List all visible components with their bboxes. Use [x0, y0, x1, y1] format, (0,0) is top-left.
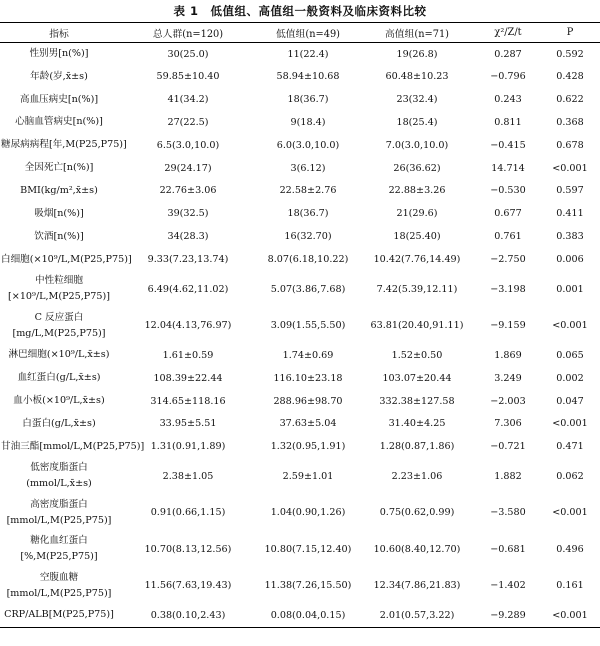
- table-row: [0, 88, 600, 111]
- cell-p: 0.496: [556, 543, 584, 555]
- indicator-text: 白蛋白(g/L,x̄±s): [22, 417, 96, 429]
- table-title: 低值组、高值组一般资料及临床资料比较: [210, 4, 427, 18]
- cell-high: 31.40±4.25: [388, 418, 446, 430]
- cell-stat: −0.415: [490, 139, 526, 151]
- table-row: [0, 157, 600, 180]
- cell-total: 2.38±1.05: [162, 470, 214, 482]
- cell-total: 59.85±10.40: [156, 71, 220, 83]
- indicator-text: 性别男[n(%)]: [29, 48, 89, 60]
- cell-total: 6.5(3.0,10.0): [156, 139, 220, 151]
- indicator-cell: [0, 157, 118, 180]
- indicator-cell: [0, 307, 118, 344]
- table-row: [0, 390, 600, 413]
- cell-low: 8.07(6.18,10.22): [267, 254, 349, 266]
- cell-total: 0.91(0.66,1.15): [150, 507, 226, 519]
- cell-high: 63.81(20.40,91.11): [370, 320, 464, 332]
- cell-low: 116.10±23.18: [273, 372, 343, 384]
- cell-stat: 0.761: [494, 231, 522, 243]
- table-row: [0, 225, 600, 248]
- cell-total: 9.33(7.23,13.74): [147, 254, 229, 266]
- indicator-cell: [0, 458, 118, 495]
- cell-high: 0.75(0.62,0.99): [379, 507, 455, 519]
- indicator-cell: [0, 180, 118, 203]
- cell-p: <0.001: [540, 604, 600, 627]
- cell-total: 6.49(4.62,11.02): [147, 283, 229, 295]
- indicator-cell: [0, 344, 118, 367]
- cell-total: 39(32.5): [167, 208, 209, 220]
- indicator-cell: [0, 248, 132, 271]
- cell-high: 19(26.8): [396, 48, 438, 60]
- cell-high: 332.38±127.58: [379, 395, 455, 407]
- indicator-cell: [0, 134, 127, 157]
- indicator-text: 心脑血管病史[n(%)]: [15, 116, 103, 128]
- cell-stat: 0.243: [494, 94, 522, 106]
- cell-p: 0.062: [556, 470, 584, 482]
- cell-stat: 0.287: [494, 48, 522, 60]
- cell-stat: 14.714: [491, 162, 525, 174]
- cell-stat: 3.249: [494, 372, 522, 384]
- indicator-text: 饮酒[n(%)]: [34, 230, 84, 242]
- cell-high: 23(32.4): [396, 94, 438, 106]
- cell-stat: 1.869: [494, 349, 522, 361]
- table-row: [0, 531, 600, 568]
- indicator-cell: [0, 225, 118, 248]
- cell-stat: −0.721: [490, 441, 526, 453]
- cell-high: 18(25.4): [396, 116, 438, 128]
- table-row: [0, 495, 600, 532]
- cell-p: 0.622: [556, 94, 584, 106]
- header-high: 高值组(n=71): [358, 23, 476, 43]
- cell-total: 0.38(0.10,2.43): [118, 604, 258, 627]
- cell-p: <0.001: [552, 507, 588, 519]
- cell-total: 1.61±0.59: [162, 349, 214, 361]
- indicator-text: 血小板(×10⁹/L,x̄±s): [13, 395, 105, 407]
- cell-total: 33.95±5.51: [159, 418, 217, 430]
- cell-low: 5.07(3.86,7.68): [270, 283, 346, 295]
- indicator-cell: [0, 88, 118, 111]
- indicator-cell: [0, 271, 118, 308]
- cell-p: 0.383: [556, 231, 584, 243]
- cell-stat: 0.677: [494, 208, 522, 220]
- indicator-cell: [0, 43, 118, 66]
- table-row: [0, 202, 600, 225]
- cell-high: 7.42(5.39,12.11): [376, 283, 458, 295]
- table-row: [0, 248, 600, 271]
- cell-p: 0.368: [556, 116, 584, 128]
- cell-total: 22.76±3.06: [159, 185, 217, 197]
- cell-high: 10.60(8.40,12.70): [373, 543, 461, 555]
- cell-p: 0.161: [556, 580, 584, 592]
- indicator-cell: [0, 604, 118, 627]
- cell-total: 27(22.5): [167, 116, 209, 128]
- cell-low: 0.08(0.04,0.15): [258, 604, 358, 627]
- indicator-cell: [0, 390, 118, 413]
- cell-low: 11.38(7.26,15.50): [264, 580, 352, 592]
- header-indicator: 指标: [0, 23, 118, 43]
- cell-high: 7.0(3.0,10.0): [385, 139, 449, 151]
- cell-p: 0.047: [556, 395, 584, 407]
- cell-low: 9(18.4): [290, 116, 326, 128]
- cell-low: 2.59±1.01: [282, 470, 334, 482]
- cell-stat: −3.198: [490, 283, 526, 295]
- cell-total: 1.31(0.91,1.89): [150, 441, 226, 453]
- indicator-text: 淋巴细胞(×10⁹/L,x̄±s): [8, 349, 110, 361]
- cell-stat: 1.882: [494, 470, 522, 482]
- indicator-text: 高密度脂蛋白: [30, 498, 88, 510]
- cell-p: 0.428: [556, 71, 584, 83]
- header-total: 总人群(n=120): [118, 23, 258, 43]
- cell-high: 10.42(7.76,14.49): [373, 254, 461, 266]
- cell-low: 10.80(7.15,12.40): [264, 543, 352, 555]
- cell-low: 37.63±5.04: [279, 418, 337, 430]
- cell-total: 12.04(4.13,76.97): [144, 320, 232, 332]
- cell-high: 2.23±1.06: [391, 470, 443, 482]
- cell-total: 11.56(7.63,19.43): [144, 580, 232, 592]
- cell-stat: −0.530: [490, 185, 526, 197]
- table-row: [0, 412, 600, 435]
- header-row: [0, 23, 600, 43]
- indicator-cell: [0, 111, 118, 134]
- cell-p: 0.592: [556, 48, 584, 60]
- cell-low: 1.74±0.69: [282, 349, 334, 361]
- cell-low: 18(36.7): [287, 94, 329, 106]
- cell-p: 0.065: [556, 349, 584, 361]
- cell-high: 103.07±20.44: [382, 372, 452, 384]
- cell-low: 288.96±98.70: [273, 395, 343, 407]
- indicator-text: 低密度脂蛋白: [30, 462, 88, 474]
- cell-stat: −0.681: [490, 543, 526, 555]
- indicator-text: 血红蛋白(g/L,x̄±s): [17, 372, 101, 384]
- indicator-cell: [0, 65, 118, 88]
- indicator-text: [mmol/L,M(P25,P75)]: [6, 587, 112, 599]
- indicator-cell: [0, 435, 145, 458]
- cell-low: 18(36.7): [287, 208, 329, 220]
- indicator-text: 中性粒细胞: [35, 275, 83, 287]
- cell-total: 10.70(8.13,12.56): [144, 543, 232, 555]
- indicator-text: 空腹血糖: [39, 571, 79, 583]
- data-table: [0, 22, 600, 628]
- cell-p: 0.471: [556, 441, 584, 453]
- indicator-text: C 反应蛋白: [34, 311, 84, 323]
- cell-low: 1.32(0.95,1.91): [270, 441, 346, 453]
- cell-p: 0.597: [556, 185, 584, 197]
- table-row: [0, 134, 600, 157]
- cell-stat: 0.811: [494, 116, 522, 128]
- header-p: P: [540, 23, 600, 43]
- cell-total: 29(24.17): [164, 162, 212, 174]
- indicator-text: [mmol/L,M(P25,P75)]: [6, 514, 112, 526]
- cell-p: 0.678: [556, 139, 584, 151]
- table-row: [0, 43, 600, 66]
- cell-stat: 7.306: [494, 418, 522, 430]
- cell-high: 1.52±0.50: [391, 349, 443, 361]
- table-row: [0, 604, 600, 627]
- cell-high: 12.34(7.86,21.83): [373, 580, 461, 592]
- header-stat: χ²/Z/t: [476, 23, 540, 43]
- cell-stat: −9.289: [476, 604, 540, 627]
- cell-p: <0.001: [552, 162, 588, 174]
- cell-high: 1.28(0.87,1.86): [379, 441, 455, 453]
- table-row: [0, 111, 600, 134]
- indicator-text: 白细胞(×10⁹/L,M(P25,P75)]: [1, 253, 132, 265]
- cell-high: 18(25.40): [393, 231, 441, 243]
- cell-p: 0.001: [556, 283, 584, 295]
- cell-low: 16(32.70): [284, 231, 332, 243]
- cell-low: 3(6.12): [290, 162, 326, 174]
- indicator-text: 年龄(岁,x̄±s): [30, 70, 88, 82]
- indicator-text: BMI(kg/m²,x̄±s): [20, 184, 98, 196]
- cell-total: 34(28.3): [167, 231, 209, 243]
- indicator-text: [mg/L,M(P25,P75)]: [12, 327, 106, 339]
- indicator-cell: [0, 531, 118, 568]
- cell-stat: −2.750: [490, 254, 526, 266]
- indicator-text: 高血压病史[n(%)]: [19, 93, 99, 105]
- cell-low: 1.04(0.90,1.26): [270, 507, 346, 519]
- indicator-cell: [0, 568, 118, 605]
- cell-total: 41(34.2): [167, 94, 209, 106]
- indicator-text: 吸烟[n(%)]: [34, 207, 84, 219]
- cell-p: 0.002: [556, 372, 584, 384]
- indicator-text: (mmol/L,x̄±s): [26, 478, 92, 490]
- indicator-cell: [0, 202, 118, 225]
- table-row: [0, 568, 600, 605]
- indicator-text: [×10⁹/L,M(P25,P75)]: [8, 291, 110, 303]
- cell-high: 26(36.62): [393, 162, 441, 174]
- cell-total: 108.39±22.44: [153, 372, 223, 384]
- cell-high: 22.88±3.26: [388, 185, 446, 197]
- table-body: [0, 43, 600, 628]
- cell-p: <0.001: [552, 320, 588, 332]
- indicator-text: 甘油三酯[mmol/L,M(P25,P75)]: [1, 440, 145, 452]
- cell-high: 21(29.6): [396, 208, 438, 220]
- table-caption: [0, 0, 600, 22]
- cell-stat: −9.159: [490, 320, 526, 332]
- indicator-text: [%,M(P25,P75)]: [20, 551, 98, 563]
- indicator-cell: [0, 367, 118, 390]
- indicator-text: 糖化血红蛋白: [30, 535, 88, 547]
- table-row: [0, 435, 600, 458]
- cell-p: <0.001: [552, 418, 588, 430]
- cell-stat: −0.796: [490, 71, 526, 83]
- table-row: [0, 458, 600, 495]
- table-row: [0, 271, 600, 308]
- cell-stat: −1.402: [490, 580, 526, 592]
- cell-total: 30(25.0): [167, 48, 209, 60]
- cell-stat: −3.580: [490, 507, 526, 519]
- indicator-cell: [0, 412, 118, 435]
- table-row: [0, 367, 600, 390]
- table-row: [0, 307, 600, 344]
- cell-high: 2.01(0.57,3.22): [358, 604, 476, 627]
- cell-high: 60.48±10.23: [385, 71, 449, 83]
- cell-total: 314.65±118.16: [150, 395, 226, 407]
- cell-low: 22.58±2.76: [279, 185, 337, 197]
- table-label: 表 1: [173, 4, 199, 18]
- cell-low: 3.09(1.55,5.50): [270, 320, 346, 332]
- indicator-cell: [0, 495, 118, 532]
- cell-low: 6.0(3.0,10.0): [276, 139, 340, 151]
- cell-stat: −2.003: [490, 395, 526, 407]
- indicator-text: 糖尿病病程[年,M(P25,P75)]: [1, 139, 127, 151]
- table-row: [0, 180, 600, 203]
- table-row: [0, 344, 600, 367]
- table-row: [0, 65, 600, 88]
- cell-low: 11(22.4): [287, 48, 329, 60]
- indicator-text: 全因死亡[n(%)]: [24, 162, 94, 174]
- cell-low: 58.94±10.68: [276, 71, 340, 83]
- indicator-text: CRP/ALB[M(P25,P75)]: [4, 609, 114, 621]
- cell-p: 0.006: [556, 254, 584, 266]
- cell-p: 0.411: [556, 208, 584, 220]
- header-low: 低值组(n=49): [258, 23, 358, 43]
